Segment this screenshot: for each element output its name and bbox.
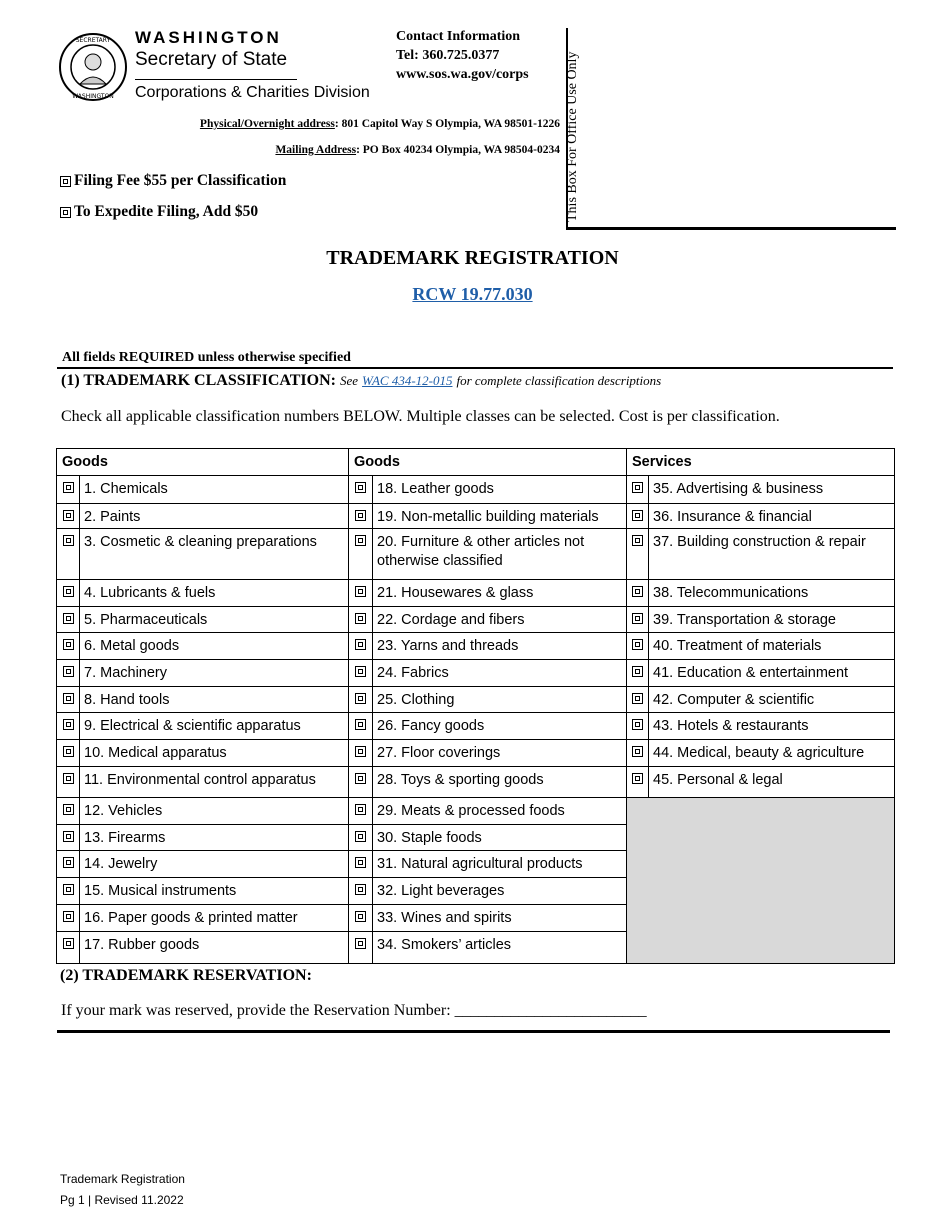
class-label: 29. Meats & processed foods [372, 797, 627, 825]
class-checkbox[interactable] [632, 639, 643, 650]
class-checkbox-cell [348, 739, 373, 767]
class-label: 45. Personal & legal [648, 766, 895, 798]
reservation-prompt: If your mark was reserved, provide the Reservation Number: [61, 1002, 451, 1019]
class-label: 22. Cordage and fibers [372, 606, 627, 633]
class-label: 16. Paper goods & printed matter [79, 904, 349, 932]
class-label: 41. Education & entertainment [648, 659, 895, 687]
class-label: 18. Leather goods [372, 475, 627, 504]
class-checkbox[interactable] [355, 719, 366, 730]
shaded-empty-area [626, 797, 895, 964]
physical-address [200, 118, 560, 130]
class-label: 39. Transportation & storage [648, 606, 895, 633]
class-checkbox-cell [626, 712, 649, 740]
class-checkbox[interactable] [63, 586, 74, 597]
class-checkbox[interactable] [632, 535, 643, 546]
class-label: 19. Non-metallic building materials [372, 503, 627, 529]
svg-text:SECRETARY: SECRETARY [75, 37, 111, 44]
class-label: 11. Environmental control apparatus [79, 766, 349, 798]
class-label: 10. Medical apparatus [79, 739, 349, 767]
section1-see: See [339, 373, 359, 388]
class-checkbox[interactable] [632, 719, 643, 730]
class-checkbox[interactable] [355, 666, 366, 677]
brand-office: Secretary of State [135, 49, 288, 70]
class-checkbox[interactable] [355, 746, 366, 757]
class-checkbox-cell [348, 850, 373, 878]
footer-form-name: Trademark Registration [60, 1172, 185, 1186]
class-checkbox[interactable] [63, 666, 74, 677]
class-label: 28. Toys & sporting goods [372, 766, 627, 798]
class-checkbox[interactable] [63, 639, 74, 650]
class-checkbox-cell [348, 766, 373, 798]
class-checkbox[interactable] [355, 857, 366, 868]
class-label: 9. Electrical & scientific apparatus [79, 712, 349, 740]
class-checkbox-cell [56, 766, 80, 798]
class-label: 12. Vehicles [79, 797, 349, 825]
class-checkbox[interactable] [632, 613, 643, 624]
class-label: 20. Furniture & other articles not otherwise classified [372, 528, 627, 580]
class-checkbox-cell [626, 475, 649, 504]
class-label: 37. Building construction & repair [648, 528, 895, 580]
class-checkbox[interactable] [63, 535, 74, 546]
contact-heading: Contact Information [396, 29, 521, 44]
class-label: 32. Light beverages [372, 877, 627, 905]
class-checkbox-cell [626, 503, 649, 529]
required-note: All fields REQUIRED unless otherwise specified [62, 350, 351, 365]
contact-info [396, 27, 529, 84]
reservation-number-field[interactable]: ________________________ [454, 1002, 647, 1019]
footer-page-info: Pg 1 | Revised 11.2022 [60, 1193, 184, 1207]
physical-address-value: : 801 Capitol Way S Olympia, WA 98501-1226 [334, 118, 560, 130]
class-checkbox-cell [56, 797, 80, 825]
class-checkbox-cell [56, 528, 80, 580]
class-checkbox[interactable] [355, 693, 366, 704]
class-label: 8. Hand tools [79, 686, 349, 713]
mailing-address-label: Mailing Address [275, 144, 357, 156]
class-checkbox-cell [348, 797, 373, 825]
class-label: 21. Housewares & glass [372, 579, 627, 607]
class-label: 4. Lubricants & fuels [79, 579, 349, 607]
class-label: 43. Hotels & restaurants [648, 712, 895, 740]
class-checkbox-cell [348, 632, 373, 660]
class-label: 17. Rubber goods [79, 931, 349, 964]
class-label: 13. Firearms [79, 824, 349, 851]
class-checkbox[interactable] [63, 938, 74, 949]
class-checkbox-cell [56, 877, 80, 905]
class-checkbox[interactable] [63, 884, 74, 895]
class-checkbox-cell [56, 739, 80, 767]
brand-divider [135, 79, 297, 80]
column-header-1: Goods [56, 448, 349, 476]
class-checkbox[interactable] [63, 613, 74, 624]
svg-text:WASHINGTON: WASHINGTON [72, 93, 114, 100]
class-label: 30. Staple foods [372, 824, 627, 851]
mailing-address-value: : PO Box 40234 Olympia, WA 98504-0234 [356, 144, 560, 156]
class-label: 5. Pharmaceuticals [79, 606, 349, 633]
class-checkbox[interactable] [355, 613, 366, 624]
physical-address-label: Physical/Overnight address [199, 118, 335, 130]
class-label: 26. Fancy goods [372, 712, 627, 740]
class-checkbox-cell [348, 686, 373, 713]
column-header-2: Goods [348, 448, 627, 476]
class-label: 35. Advertising & business [648, 475, 895, 504]
class-checkbox-cell [348, 659, 373, 687]
filing-fee-checkbox[interactable] [60, 176, 71, 187]
class-checkbox-cell [56, 931, 80, 964]
class-label: 24. Fabrics [372, 659, 627, 687]
class-checkbox-cell [348, 904, 373, 932]
class-checkbox[interactable] [632, 693, 643, 704]
class-checkbox-cell [348, 475, 373, 504]
wac-link[interactable]: WAC 434-12-015 [362, 373, 453, 388]
class-checkbox-cell [626, 739, 649, 767]
class-label: 6. Metal goods [79, 632, 349, 660]
class-label: 25. Clothing [372, 686, 627, 713]
class-checkbox[interactable] [63, 773, 74, 784]
class-label: 2. Paints [79, 503, 349, 529]
class-label: 36. Insurance & financial [648, 503, 895, 529]
section1-heading-line [61, 372, 661, 390]
class-checkbox[interactable] [355, 586, 366, 597]
class-checkbox[interactable] [63, 693, 74, 704]
class-checkbox[interactable] [355, 804, 366, 815]
office-use-label: This Box For Office Use Only [565, 51, 580, 222]
class-label: 3. Cosmetic & cleaning preparations [79, 528, 349, 580]
contact-web[interactable]: www.sos.wa.gov/corps [396, 67, 529, 82]
class-checkbox-cell [56, 659, 80, 687]
class-checkbox-cell [626, 659, 649, 687]
class-label: 1. Chemicals [79, 475, 349, 504]
class-checkbox-cell [56, 712, 80, 740]
section2-heading: (2) TRADEMARK RESERVATION: [60, 967, 312, 984]
class-checkbox[interactable] [63, 510, 74, 521]
class-checkbox[interactable] [355, 482, 366, 493]
contact-tel: Tel: 360.725.0377 [396, 48, 500, 63]
expedite-fee [60, 203, 258, 221]
column-header-3: Services [626, 448, 895, 476]
class-checkbox[interactable] [355, 831, 366, 842]
class-checkbox[interactable] [632, 773, 643, 784]
class-checkbox[interactable] [63, 482, 74, 493]
class-checkbox-cell [56, 579, 80, 607]
expedite-fee-label: To Expedite Filing, Add $50 [74, 203, 259, 220]
class-label: 23. Yarns and threads [372, 632, 627, 660]
class-checkbox-cell [56, 503, 80, 529]
section-divider-bottom [57, 1030, 890, 1033]
class-label: 34. Smokers’ articles [372, 931, 627, 964]
class-checkbox-cell [56, 824, 80, 851]
class-checkbox[interactable] [355, 938, 366, 949]
office-use-box [566, 28, 896, 230]
class-checkbox[interactable] [355, 884, 366, 895]
class-checkbox[interactable] [63, 911, 74, 922]
filing-fee [60, 172, 286, 190]
class-checkbox[interactable] [63, 831, 74, 842]
reservation-line [61, 1002, 647, 1020]
page-title: TRADEMARK REGISTRATION [326, 247, 619, 269]
class-label: 42. Computer & scientific [648, 686, 895, 713]
class-checkbox[interactable] [355, 639, 366, 650]
class-checkbox-cell [56, 850, 80, 878]
class-checkbox-cell [348, 503, 373, 529]
class-checkbox-cell [626, 766, 649, 798]
class-checkbox[interactable] [63, 719, 74, 730]
class-checkbox-cell [348, 931, 373, 964]
class-checkbox[interactable] [355, 510, 366, 521]
class-checkbox-cell [56, 632, 80, 660]
mailing-address [275, 144, 560, 156]
class-checkbox[interactable] [632, 746, 643, 757]
class-checkbox-cell [348, 528, 373, 580]
class-label: 33. Wines and spirits [372, 904, 627, 932]
state-seal [58, 32, 128, 107]
rcw-link[interactable]: RCW 19.77.030 [412, 284, 533, 304]
class-checkbox-cell [626, 606, 649, 633]
class-checkbox[interactable] [63, 857, 74, 868]
class-checkbox-cell [56, 904, 80, 932]
brand-division: Corporations & Charities Division [135, 84, 370, 101]
class-label: 31. Natural agricultural products [372, 850, 627, 878]
section-divider [57, 367, 893, 369]
class-checkbox-cell [56, 606, 80, 633]
class-checkbox-cell [56, 686, 80, 713]
filing-fee-label: Filing Fee $55 per Classification [74, 172, 287, 189]
class-checkbox[interactable] [355, 911, 366, 922]
class-checkbox-cell [56, 475, 80, 504]
class-label: 15. Musical instruments [79, 877, 349, 905]
classification-table [56, 448, 894, 964]
class-checkbox-cell [348, 824, 373, 851]
class-checkbox-cell [348, 712, 373, 740]
class-checkbox[interactable] [63, 746, 74, 757]
class-checkbox[interactable] [355, 773, 366, 784]
section1-heading: (1) TRADEMARK CLASSIFICATION: [61, 372, 336, 389]
class-checkbox[interactable] [632, 666, 643, 677]
class-checkbox-cell [626, 528, 649, 580]
class-label: 14. Jewelry [79, 850, 349, 878]
class-label: 7. Machinery [79, 659, 349, 687]
class-checkbox[interactable] [632, 510, 643, 521]
class-checkbox-cell [626, 632, 649, 660]
class-checkbox[interactable] [632, 586, 643, 597]
section1-instructions: Check all applicable classification numbers BELOW. Multiple classes can be selected. Cost is per classification. [61, 408, 780, 425]
brand-title: WASHINGTON [135, 28, 282, 47]
class-label: 38. Telecommunications [648, 579, 895, 607]
class-label: 44. Medical, beauty & agriculture [648, 739, 895, 767]
class-checkbox-cell [348, 877, 373, 905]
class-checkbox-cell [626, 686, 649, 713]
class-label: 40. Treatment of materials [648, 632, 895, 660]
class-checkbox-cell [626, 579, 649, 607]
expedite-fee-checkbox[interactable] [60, 207, 71, 218]
class-checkbox[interactable] [63, 804, 74, 815]
section1-after: for complete classification descriptions [456, 373, 662, 388]
class-checkbox-cell [348, 606, 373, 633]
class-checkbox[interactable] [632, 482, 643, 493]
class-label: 27. Floor coverings [372, 739, 627, 767]
class-checkbox-cell [348, 579, 373, 607]
class-checkbox[interactable] [355, 535, 366, 546]
